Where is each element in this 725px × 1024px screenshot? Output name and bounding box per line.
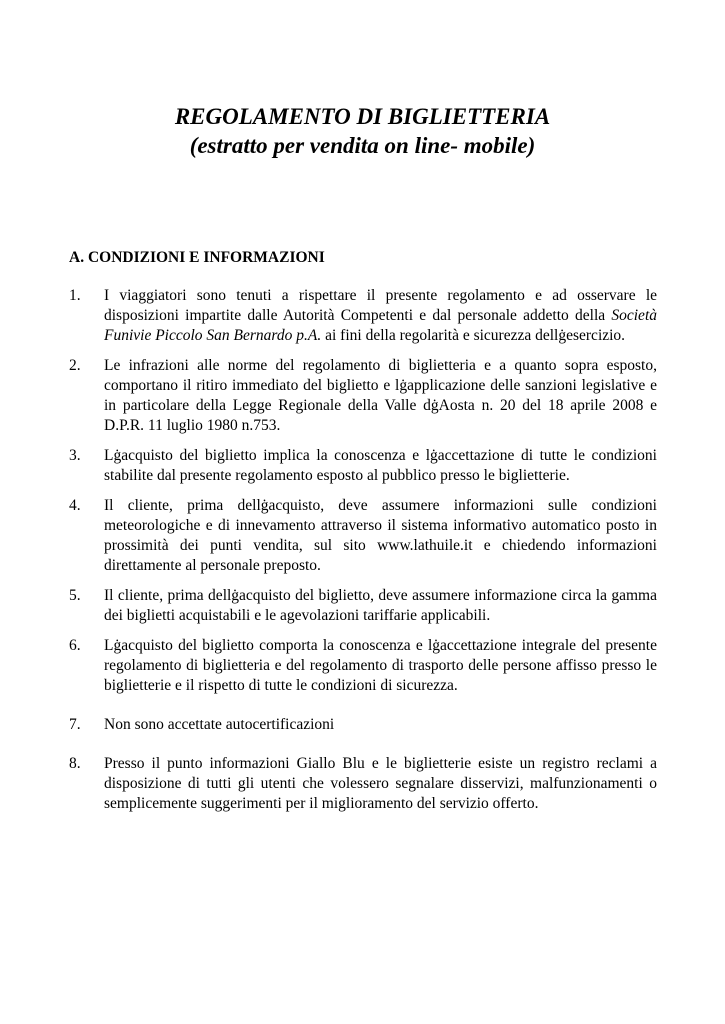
item-number: 4. (69, 497, 81, 514)
item-text-part: I viaggiatori sono tenuti a rispettare il presente regolamento e ad osservare le disposizioni impartite dalle Autorità Competenti e dal personale addetto della (104, 287, 657, 324)
list-item (69, 496, 657, 576)
item-number: 1. (69, 287, 81, 304)
document-title: REGOLAMENTO DI BIGLIETTERIA (174, 104, 551, 129)
item-number: 6. (69, 637, 81, 654)
item-number: 2. (69, 357, 81, 374)
item-text-part: ai fini della regolarità e sicurezza dellġesercizio. (321, 327, 626, 344)
document-subtitle: (estratto per vendita on line- mobile) (189, 133, 536, 158)
list-item (69, 286, 657, 346)
item-text: Non sono accettate autocertificazioni (104, 716, 335, 733)
item-text (104, 286, 657, 346)
item-number: 8. (69, 755, 81, 772)
item-text: Il cliente, prima dellġacquisto del biglietto, deve assumere informazione circa la gamma dei biglietti acquistabili e le agevolazioni tariffarie applicabili. (104, 587, 657, 624)
list-item (69, 754, 657, 814)
item-text: Lġacquisto del biglietto implica la conoscenza e lġaccettazione di tutte le condizioni stabilite dal presente regolamento esposto al pubblico presso le biglietterie. (104, 447, 657, 484)
list-item (69, 586, 657, 626)
list-item (69, 356, 657, 436)
section-heading: A. CONDIZIONI E INFORMAZIONI (69, 249, 325, 266)
list-item (69, 715, 657, 735)
item-text: Presso il punto informazioni Giallo Blu e le biglietterie esiste un registro reclami a disposizione di tutti gli utenti che volessero segnalare disservizi, malfunzionamenti o semplicemente suggerimenti per il miglioramento del servizio offerto. (104, 755, 657, 812)
company-name: Società Funivie Piccolo San Bernardo p.A. (104, 307, 657, 344)
item-text: Il cliente, prima dellġacquisto, deve assumere informazioni sulle condizioni meteorologiche e di innevamento attraverso il sistema informativo automatico posto in prossimità dei punti vendita, sul sito www.lathuile.it e chiedendo informazioni direttamente al personale preposto. (104, 497, 657, 574)
item-text: Lġacquisto del biglietto comporta la conoscenza e lġaccettazione integrale del presente regolamento di biglietteria e del regolamento di trasporto delle persone affisso presso le biglietterie e il rispetto di tutte le condizioni di sicurezza. (104, 637, 657, 694)
item-text: Le infrazioni alle norme del regolamento di biglietteria e a quanto sopra esposto, comportano il ritiro immediato del biglietto e lġapplicazione delle sanzioni legislative e in particolare della Legge Regionale della Valle dġAosta n. 20 del 18 aprile 2008 e D.P.R. 11 luglio 1980 n.753. (104, 357, 657, 434)
item-number: 3. (69, 447, 81, 464)
list-item (69, 446, 657, 486)
list-item (69, 636, 657, 696)
item-number: 7. (69, 716, 81, 733)
item-number: 5. (69, 587, 81, 604)
regulation-list (69, 286, 657, 814)
